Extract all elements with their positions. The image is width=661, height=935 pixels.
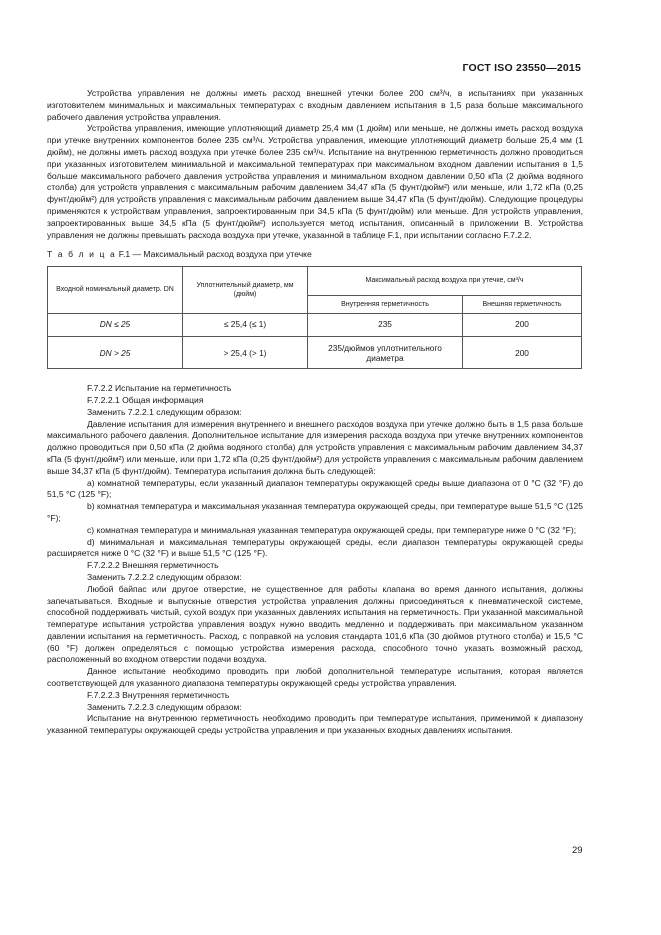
paragraph: Заменить 7.2.2.3 следующим образом:: [87, 701, 242, 712]
col-header-internal: Внутренняя герметичность: [308, 296, 463, 314]
table-cell: DN ≤ 25: [48, 314, 183, 337]
document-body: [47, 88, 583, 737]
section-heading: F.7.2.2.1 Общая информация: [87, 394, 204, 405]
col-header-seal-diameter: Уплотнительный диаметр, мм (дюйм): [183, 267, 308, 314]
col-header-nominal-diameter: Входной номинальный диаметр. DN: [48, 267, 183, 314]
paragraph: Испытание на внутреннюю герметичность необходимо проводить при температуре испытания, применимой к диапазону указанной температуры окружающей среды устройства управления и при указанных входных давлениях испытания.: [47, 713, 583, 736]
list-item: a) комнатной температуры, если указанный диапазон температуры окружающей среды выше диапазона от 0 °C (32 °F) до 51,5 °C (125 °F);: [47, 477, 583, 500]
list-item: c) комнатная температура и минимальная указанная температура окружающей среды, при температуре ниже 0 °C (32 °F);: [87, 524, 577, 535]
paragraph: Данное испытание необходимо проводить при любой дополнительной температуре испытания, которая является соответствующей для указанного диапазона температуры окружающей среды устройства управления.: [47, 666, 583, 689]
section-heading: F.7.2.2.3 Внутренняя герметичность: [87, 689, 230, 700]
table-cell: ≤ 25,4 (≤ 1): [183, 314, 308, 337]
table-cell: 200: [463, 314, 582, 337]
table-cell: 235/дюймов уплотнительного диаметра: [308, 337, 463, 369]
paragraph: Заменить 7.2.2.1 следующим образом:: [87, 406, 242, 417]
paragraph: Заменить 7.2.2.2 следующим образом:: [87, 571, 242, 582]
table-title-prefix: Т а б л и ц а: [47, 249, 117, 260]
table-cell: > 25,4 (> 1): [183, 337, 308, 369]
paragraph: Давление испытания для измерения внутреннего и внешнего расходов воздуха при утечке должно быть в 1,5 раза больше максимального рабочего давления. Дополнительное испытание для измерения расхода воздуха при утечке внутренних компонентов должно проводиться при 0,50 кПа (2 дюйма водяного столба) для устройств управления с максимальным рабочим давлением 34,37 кПа (5 фунт/дюйм²) или меньше, или при 1,72 кПа (0,25 фунт/дюйм²) для устройств управления с максимальным рабочим давлением выше 34,37 кПа (5 фунт/дюйм). Температура испытания должна быть следующей:: [47, 418, 583, 476]
leak-rate-table: [47, 266, 582, 369]
list-item: b) комнатная температура и максимальная указанная температура окружающей среды, при температуре выше 51,5 °C (125 °F);: [47, 501, 583, 523]
col-header-max-leak-rate: Максимальный расход воздуха при утечке, см³/ч: [308, 267, 582, 296]
paragraph: Устройства управления не должны иметь расход внешней утечки более 200 см³/ч, в испытаниях при указанных изготовителем минимальных и максимальных температурах с входным давлением испытания в 1,5 раза больше максимального рабочего давления устройства управления.: [47, 88, 583, 122]
table-title-text: F.1 — Максимальный расход воздуха при утечке: [118, 249, 312, 260]
table-row: [48, 314, 582, 337]
list-item: d) минимальная и максимальная температуры окружающей среды, если диапазон температуры окружающей среды расширяется ниже 0 °C (32 °F) и выше 51,5 °C (125 °F).: [47, 536, 583, 559]
page-number: 29: [572, 845, 583, 856]
paragraph: Устройства управления, имеющие уплотняющий диаметр 25,4 мм (1 дюйм) или меньше, не должны иметь расход воздуха при утечке внутренних компонентов более 235 см³/ч. Устройства управления, имеющие уплотняющий диаметр больше 25,4 мм (1 дюйм), не должны иметь расход воздуха при утечке более 235 см³/ч. Испытание на внутреннюю герметичность должно проводиться при указанных изготовителем минимальной и максимальной температурах при максимальном входном давлении испытания в 1,5 больше максимального рабочего давления устройства управления и минимальном входном давлении 0,50 кПа (2 дюйма водяного столба) для устройств управления с максимальным рабочим давлением 34,47 кПа (5 фунт/дюйм²) или меньше, или 1,72 кПа (0,25 фунт/дюйм²) для устройств управления с максимальным рабочим давлением выше 34,47 кПа (5 фунт/дюйм). Следующие процедуры применяются к устройствам управления, запроектированным при 34,5 кПа (5 фунт/дюйм) или меньше. Для устройств управления, запроектированных выше 34,5 кПа (5 фунт/дюйм²) используется метод испытания, описанный в приложении B. Устройства управления не должны превышать расхода воздуха при утечке, указанной в таблице F.1, при испытании согласно F.7.2.2.: [47, 123, 583, 240]
document-standard-header: ГОСТ ISO 23550—2015: [462, 62, 581, 74]
col-header-external: Внешняя герметичность: [463, 296, 582, 314]
section-heading: F.7.2.2.2 Внешняя герметичность: [87, 560, 219, 571]
table-cell: DN > 25: [48, 337, 183, 369]
table-cell: 200: [463, 337, 582, 369]
table-title: [47, 249, 583, 261]
paragraph: Любой байпас или другое отверстие, не существенное для работы клапана во время данного испытания, должны запечатываться. Входные и выпускные отверстия устройства управления должны присоединяться к пневматической системе, способной поддерживать чистый, сухой воздух при указанных давлениях испытания на герметичность. При указанной максимальной температуре испытания устройства управления воздух нужно вводить медленно и поддерживать при максимальном указанном давлении испытания на герметичность. Расход, с поправкой на условия стандарта 101,6 кПа (30 дюймов ртутного столба) и 15,5 °C (60 °F) должен определяться с помощью устройства измерения расхода, способного точно указать возможный расход, расположенный во входном отверстии подачи воздуха.: [47, 583, 583, 665]
table-cell: 235: [308, 314, 463, 337]
section-heading: F.7.2.2 Испытание на герметичность: [87, 383, 232, 394]
table-row: [48, 337, 582, 369]
